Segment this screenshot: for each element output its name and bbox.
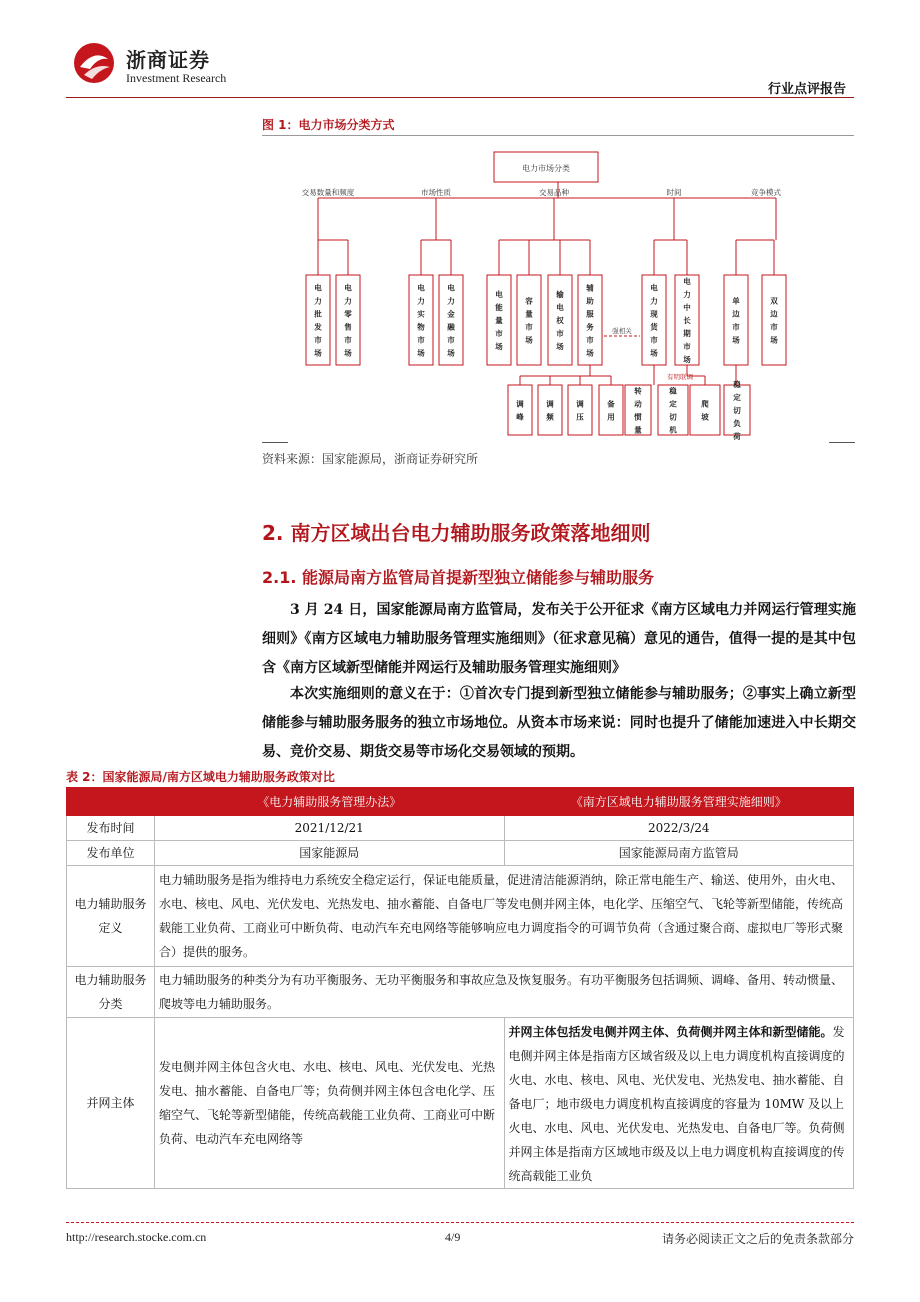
svg-text:场: 场 bbox=[770, 335, 778, 345]
svg-text:市: 市 bbox=[770, 322, 778, 332]
market-box bbox=[336, 275, 360, 365]
svg-text:负: 负 bbox=[733, 419, 741, 428]
svg-text:机: 机 bbox=[669, 425, 677, 435]
diagram-category-2: 交易品种 bbox=[539, 188, 569, 197]
service-box bbox=[724, 379, 750, 440]
svg-text:金: 金 bbox=[447, 309, 455, 319]
policy-comparison-table bbox=[66, 787, 854, 1189]
table-row bbox=[67, 841, 854, 866]
diagram-root-label: 电力市场分类 bbox=[522, 164, 570, 173]
svg-text:零: 零 bbox=[344, 309, 352, 319]
row-cell-b-text: 发电侧并网主体是指南方区域省级及以上电力调度机构直接调度的火电、水电、核电、风电、光伏发电、光热发电、抽水蓄能、自备电厂；地市级电力调度机构直接调度的容量为 10MW 及以上火电、水电、风电、光伏发电、光热发电、自备电厂等。负荷侧并网主体是指南方区域地市级及以上电力调度机构直接调度的传统高载能工业负 bbox=[508, 1025, 845, 1183]
section-heading: 2. 南方区域出台电力辅助服务政策落地细则 bbox=[262, 521, 651, 545]
row-cell-a: 发电侧并网主体包含火电、水电、核电、风电、光伏发电、光热发电、抽水蓄能、自备电厂等；负荷侧并网主体包含电化学、压缩空气、飞轮等新型储能，传统高载能工业负荷、工商业可中断负荷、电动汽车充电网络等 bbox=[155, 1018, 505, 1189]
row-label: 发布时间 bbox=[67, 816, 155, 841]
svg-text:物: 物 bbox=[417, 322, 425, 332]
diagram-category-0: 交易数量和频度 bbox=[301, 188, 355, 197]
svg-text:市: 市 bbox=[314, 335, 322, 345]
diagram-link-label-2: 有明联调 bbox=[667, 373, 693, 381]
svg-text:场: 场 bbox=[650, 348, 658, 358]
body-paragraph-1: 3 月 24 日，国家能源局南方监管局，发布关于公开征求《南方区域电力并网运行管理实施细则》《南方区域电力辅助服务管理实施细则》（征求意见稿）意见的通告，值得一提的是其中包含《南方区域新型储能并网运行及辅助服务管理实施细则》 bbox=[262, 602, 856, 676]
svg-text:场: 场 bbox=[525, 335, 533, 345]
row-cell-merged: 电力辅助服务是指为维持电力系统安全稳定运行，保证电能质量，促进清洁能源消纳，除正常电能生产、输送、使用外，由火电、水电、核电、风电、光伏发电、光热发电、抽水蓄能、自备电厂等发电侧并网主体，电化学、压缩空气、飞轮等新型储能，传统高载能工业负荷、工商业可中断负荷、电动汽车充电网络等能够响应电力调度指令的可调节负荷（含通过聚合商、虚拟电厂等形式聚合）提供的服务。 bbox=[155, 866, 854, 967]
table-header-row bbox=[67, 788, 854, 816]
document-type: 行业点评报告 bbox=[767, 82, 846, 97]
svg-text:力: 力 bbox=[683, 290, 691, 299]
diagram-link-label-1: 强相关 bbox=[612, 327, 632, 335]
svg-text:权: 权 bbox=[556, 316, 564, 325]
market-box bbox=[642, 275, 666, 365]
table-header-col1: 《电力辅助服务管理办法》 bbox=[155, 788, 505, 816]
svg-text:市: 市 bbox=[417, 335, 425, 345]
svg-text:边: 边 bbox=[732, 309, 740, 319]
source-rule-right bbox=[829, 442, 855, 443]
table-header-col2: 《南方区域电力辅助服务管理实施细则》 bbox=[504, 788, 854, 816]
svg-text:惯: 惯 bbox=[634, 412, 642, 422]
svg-text:市: 市 bbox=[495, 329, 503, 338]
table-row bbox=[67, 1018, 854, 1189]
svg-text:量: 量 bbox=[495, 316, 503, 325]
svg-text:辅: 辅 bbox=[586, 283, 594, 293]
svg-text:市: 市 bbox=[732, 322, 740, 332]
svg-text:转: 转 bbox=[634, 386, 642, 396]
header-divider bbox=[66, 97, 854, 98]
table-row bbox=[67, 816, 854, 841]
svg-text:场: 场 bbox=[683, 355, 691, 364]
svg-text:边: 边 bbox=[770, 309, 778, 319]
svg-text:动: 动 bbox=[634, 399, 642, 409]
company-name-cn: 浙商证券 bbox=[126, 48, 210, 72]
svg-text:场: 场 bbox=[556, 342, 564, 351]
market-box bbox=[548, 275, 572, 365]
body-paragraph-2: 本次实施细则的意义在于：①首次专门提到新型独立储能参与辅助服务；②事实上确立新型储能参与辅助服务服务的独立市场地位。从资本市场来说：同时也提升了储能加速进入中长期交易、竞价交易、期货交易等市场化交易领域的预期。 bbox=[262, 686, 856, 760]
source-rule-left bbox=[262, 442, 288, 443]
svg-text:场: 场 bbox=[732, 335, 740, 345]
svg-text:售: 售 bbox=[344, 322, 352, 332]
svg-text:稳: 稳 bbox=[669, 386, 677, 396]
figure-caption: 图 1：电力市场分类方式 bbox=[262, 118, 395, 132]
svg-text:量: 量 bbox=[525, 309, 533, 319]
svg-text:长: 长 bbox=[683, 316, 691, 325]
svg-text:场: 场 bbox=[417, 348, 425, 358]
svg-text:务: 务 bbox=[586, 322, 594, 332]
market-classification-diagram bbox=[262, 140, 854, 440]
svg-text:期: 期 bbox=[683, 329, 691, 338]
svg-text:备: 备 bbox=[607, 399, 615, 409]
svg-text:双: 双 bbox=[770, 296, 778, 306]
svg-text:荷: 荷 bbox=[733, 432, 741, 440]
svg-text:货: 货 bbox=[650, 322, 658, 332]
table-row bbox=[67, 866, 854, 967]
figure-source: 资料来源：国家能源局，浙商证券研究所 bbox=[262, 452, 479, 466]
svg-text:电: 电 bbox=[447, 283, 455, 293]
table-row bbox=[67, 967, 854, 1018]
svg-text:爬: 爬 bbox=[701, 399, 709, 409]
svg-text:实: 实 bbox=[417, 309, 425, 319]
svg-text:场: 场 bbox=[447, 348, 455, 358]
svg-text:批: 批 bbox=[314, 309, 322, 319]
service-box bbox=[538, 385, 562, 435]
market-box bbox=[578, 275, 602, 365]
company-logo-icon bbox=[72, 41, 116, 85]
service-box bbox=[508, 385, 532, 435]
service-box bbox=[658, 385, 688, 435]
svg-text:峰: 峰 bbox=[516, 412, 524, 422]
svg-text:电: 电 bbox=[683, 277, 691, 286]
svg-text:市: 市 bbox=[650, 335, 658, 345]
footer-url[interactable]: http://research.stocke.com.cn bbox=[66, 1230, 207, 1244]
market-box bbox=[762, 275, 786, 365]
footer-divider bbox=[66, 1222, 854, 1223]
svg-text:市: 市 bbox=[556, 329, 564, 338]
market-box bbox=[409, 275, 433, 365]
svg-text:调: 调 bbox=[516, 399, 524, 409]
table-header-empty bbox=[67, 788, 155, 816]
row-cell-b-emphasis: 并网主体包括发电侧并网主体、负荷侧并网主体和新型储能。 bbox=[508, 1025, 833, 1039]
svg-text:切: 切 bbox=[733, 406, 741, 415]
svg-text:调: 调 bbox=[546, 399, 554, 409]
svg-text:力: 力 bbox=[447, 296, 455, 306]
row-cell-b: 2022/3/24 bbox=[504, 816, 854, 841]
svg-text:电: 电 bbox=[417, 283, 425, 293]
svg-text:场: 场 bbox=[314, 348, 322, 358]
svg-text:力: 力 bbox=[417, 296, 425, 306]
svg-text:中: 中 bbox=[683, 303, 691, 312]
svg-text:市: 市 bbox=[586, 335, 594, 345]
svg-text:定: 定 bbox=[669, 399, 677, 409]
svg-text:稳: 稳 bbox=[733, 380, 741, 389]
svg-text:切: 切 bbox=[669, 412, 677, 422]
svg-text:调: 调 bbox=[576, 399, 584, 409]
disclaimer-note: 请务必阅读正文之后的免责条款部分 bbox=[661, 1232, 854, 1246]
row-label: 并网主体 bbox=[67, 1018, 155, 1189]
diagram-category-1: 市场性质 bbox=[421, 188, 451, 197]
svg-text:场: 场 bbox=[586, 348, 594, 358]
svg-text:市: 市 bbox=[683, 342, 691, 351]
svg-text:发: 发 bbox=[314, 322, 322, 332]
market-box bbox=[675, 275, 699, 365]
svg-text:容: 容 bbox=[525, 296, 533, 306]
svg-text:市: 市 bbox=[525, 322, 533, 332]
market-box bbox=[306, 275, 330, 365]
row-cell-b: 国家能源局南方监管局 bbox=[504, 841, 854, 866]
svg-text:电: 电 bbox=[556, 303, 564, 312]
row-cell-a: 2021/12/21 bbox=[155, 816, 505, 841]
svg-text:场: 场 bbox=[344, 348, 352, 358]
svg-text:电: 电 bbox=[495, 290, 503, 299]
svg-text:量: 量 bbox=[634, 425, 642, 435]
svg-text:助: 助 bbox=[586, 296, 594, 306]
market-box bbox=[439, 275, 463, 365]
svg-text:场: 场 bbox=[495, 342, 503, 351]
row-cell-merged: 电力辅助服务的种类分为有功平衡服务、无功平衡服务和事故应急及恢复服务。有功平衡服务包括调频、调峰、备用、转动惯量、爬坡等电力辅助服务。 bbox=[155, 967, 854, 1018]
svg-text:电: 电 bbox=[650, 283, 658, 293]
svg-text:单: 单 bbox=[732, 296, 740, 306]
svg-text:现: 现 bbox=[650, 309, 658, 319]
company-name-en: Investment Research bbox=[126, 71, 227, 85]
svg-text:力: 力 bbox=[314, 296, 322, 306]
row-label: 电力辅助服务分类 bbox=[67, 967, 155, 1018]
service-box bbox=[568, 385, 592, 435]
svg-text:融: 融 bbox=[447, 322, 455, 332]
market-box bbox=[487, 275, 511, 365]
svg-text:输: 输 bbox=[556, 290, 564, 299]
market-box bbox=[724, 275, 748, 365]
svg-text:服: 服 bbox=[586, 309, 594, 319]
svg-text:市: 市 bbox=[447, 335, 455, 345]
service-box bbox=[599, 385, 623, 435]
svg-text:坡: 坡 bbox=[701, 412, 709, 422]
svg-text:电: 电 bbox=[344, 283, 352, 293]
svg-text:电: 电 bbox=[314, 283, 322, 293]
svg-text:压: 压 bbox=[576, 412, 584, 422]
diagram-category-4: 竞争模式 bbox=[751, 188, 781, 197]
page-number: 4/9 bbox=[445, 1230, 461, 1244]
subsection-heading: 2.1. 能源局南方监管局首提新型独立储能参与辅助服务 bbox=[262, 568, 654, 587]
svg-text:市: 市 bbox=[344, 335, 352, 345]
row-cell-b bbox=[504, 1018, 854, 1189]
row-label: 电力辅助服务定义 bbox=[67, 866, 155, 967]
svg-text:频: 频 bbox=[546, 412, 554, 422]
row-label: 发布单位 bbox=[67, 841, 155, 866]
svg-text:用: 用 bbox=[607, 412, 615, 422]
service-box bbox=[690, 385, 720, 435]
market-box bbox=[517, 275, 541, 365]
figure-divider bbox=[262, 135, 854, 136]
svg-text:力: 力 bbox=[650, 296, 658, 306]
svg-text:定: 定 bbox=[733, 393, 741, 402]
row-cell-a: 国家能源局 bbox=[155, 841, 505, 866]
svg-text:能: 能 bbox=[495, 303, 503, 312]
svg-text:力: 力 bbox=[344, 296, 352, 306]
diagram-category-3: 时间 bbox=[666, 188, 682, 197]
service-box bbox=[625, 385, 651, 435]
table-caption: 表 2：国家能源局/南方区域电力辅助服务政策对比 bbox=[66, 770, 335, 784]
